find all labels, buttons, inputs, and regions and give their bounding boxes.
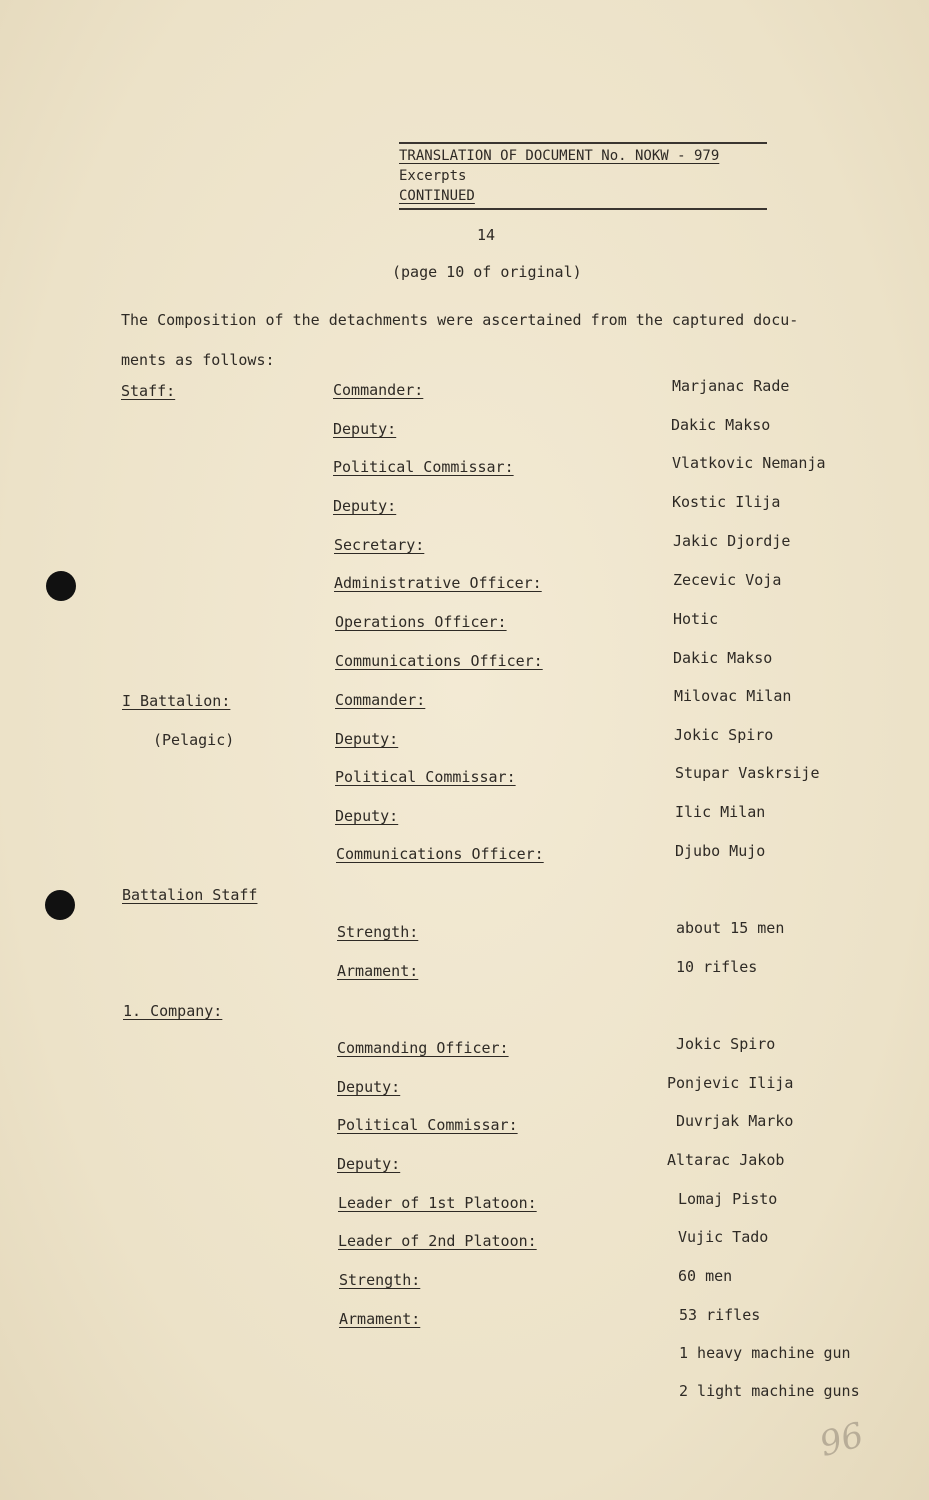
header-continued: CONTINUED bbox=[399, 188, 475, 204]
staff-role: Operations Officer: bbox=[335, 613, 507, 631]
staff-name: Marjanac Rade bbox=[672, 377, 790, 395]
section-battalion: I Battalion: bbox=[122, 692, 231, 710]
company-role: Commanding Officer: bbox=[337, 1039, 509, 1057]
armament-extra: 1 heavy machine gun bbox=[679, 1344, 851, 1362]
staff-name: Zecevic Voja bbox=[673, 571, 782, 589]
staff-name: Dakic Makso bbox=[673, 649, 773, 667]
company-value: 53 rifles bbox=[679, 1306, 761, 1324]
battalion-name: Djubo Mujo bbox=[675, 842, 766, 860]
company-role: Armament: bbox=[339, 1310, 421, 1328]
original-page-note: (page 10 of original) bbox=[392, 263, 582, 281]
company-value: 60 men bbox=[678, 1267, 733, 1285]
header-title: TRANSLATION OF DOCUMENT No. NOKW - 979 bbox=[399, 148, 720, 164]
handwritten-page-mark: 96 bbox=[815, 1415, 868, 1465]
battalion-role: Deputy: bbox=[335, 730, 399, 748]
staff-role: Communications Officer: bbox=[335, 652, 543, 670]
battalion-role: Communications Officer: bbox=[336, 845, 544, 863]
section-battalion-name: (Pelagic) bbox=[153, 731, 235, 749]
staff-role: Political Commissar: bbox=[333, 458, 514, 476]
company-role: Political Commissar: bbox=[337, 1116, 518, 1134]
company-name: Vujic Tado bbox=[678, 1228, 769, 1246]
battalion-role: Deputy: bbox=[335, 807, 399, 825]
staff-role: Administrative Officer: bbox=[334, 574, 542, 592]
staff-role: Deputy: bbox=[333, 497, 397, 515]
battalion-staff-value: about 15 men bbox=[676, 919, 785, 937]
company-name: Lomaj Pisto bbox=[678, 1190, 778, 1208]
staff-name: Hotic bbox=[673, 610, 719, 628]
company-role: Deputy: bbox=[337, 1078, 401, 1096]
battalion-name: Stupar Vaskrsije bbox=[675, 764, 820, 782]
staff-name: Jakic Djordje bbox=[673, 532, 791, 550]
battalion-staff-value: 10 rifles bbox=[676, 958, 758, 976]
intro-line-2: ments as follows: bbox=[121, 351, 275, 369]
staff-name: Kostic Ilija bbox=[672, 493, 781, 511]
battalion-name: Jokic Spiro bbox=[674, 726, 774, 744]
staff-name: Dakic Makso bbox=[671, 416, 771, 434]
company-name: Duvrjak Marko bbox=[676, 1112, 794, 1130]
page-number: 14 bbox=[477, 226, 496, 244]
company-role: Leader of 1st Platoon: bbox=[338, 1194, 537, 1212]
company-role: Strength: bbox=[339, 1271, 421, 1289]
punch-hole bbox=[45, 890, 75, 920]
section-staff: Staff: bbox=[121, 382, 176, 400]
header-bottom-rule bbox=[399, 208, 767, 210]
company-role: Deputy: bbox=[337, 1155, 401, 1173]
company-name: Jokic Spiro bbox=[676, 1035, 776, 1053]
company-role: Leader of 2nd Platoon: bbox=[338, 1232, 537, 1250]
battalion-role: Commander: bbox=[335, 691, 426, 709]
intro-paragraph bbox=[121, 300, 861, 380]
staff-role: Commander: bbox=[333, 381, 424, 399]
armament-extra: 2 light machine guns bbox=[679, 1382, 860, 1400]
intro-line-1: The Composition of the detachments were ascertained from the captured docu- bbox=[121, 311, 799, 329]
staff-role: Secretary: bbox=[334, 536, 425, 554]
section-battalion-staff: Battalion Staff bbox=[122, 886, 258, 904]
battalion-staff-role: Armament: bbox=[337, 962, 419, 980]
section-company: 1. Company: bbox=[123, 1002, 223, 1020]
punch-hole bbox=[46, 571, 76, 601]
company-name: Ponjevic Ilija bbox=[667, 1074, 794, 1092]
battalion-role: Political Commissar: bbox=[335, 768, 516, 786]
staff-role: Deputy: bbox=[333, 420, 397, 438]
company-name: Altarac Jakob bbox=[667, 1151, 785, 1169]
staff-name: Vlatkovic Nemanja bbox=[672, 454, 826, 472]
header-top-rule bbox=[399, 142, 767, 144]
battalion-staff-role: Strength: bbox=[337, 923, 419, 941]
document-header bbox=[399, 142, 767, 210]
battalion-name: Ilic Milan bbox=[675, 803, 766, 821]
header-excerpts: Excerpts bbox=[399, 168, 467, 184]
battalion-name: Milovac Milan bbox=[674, 687, 792, 705]
